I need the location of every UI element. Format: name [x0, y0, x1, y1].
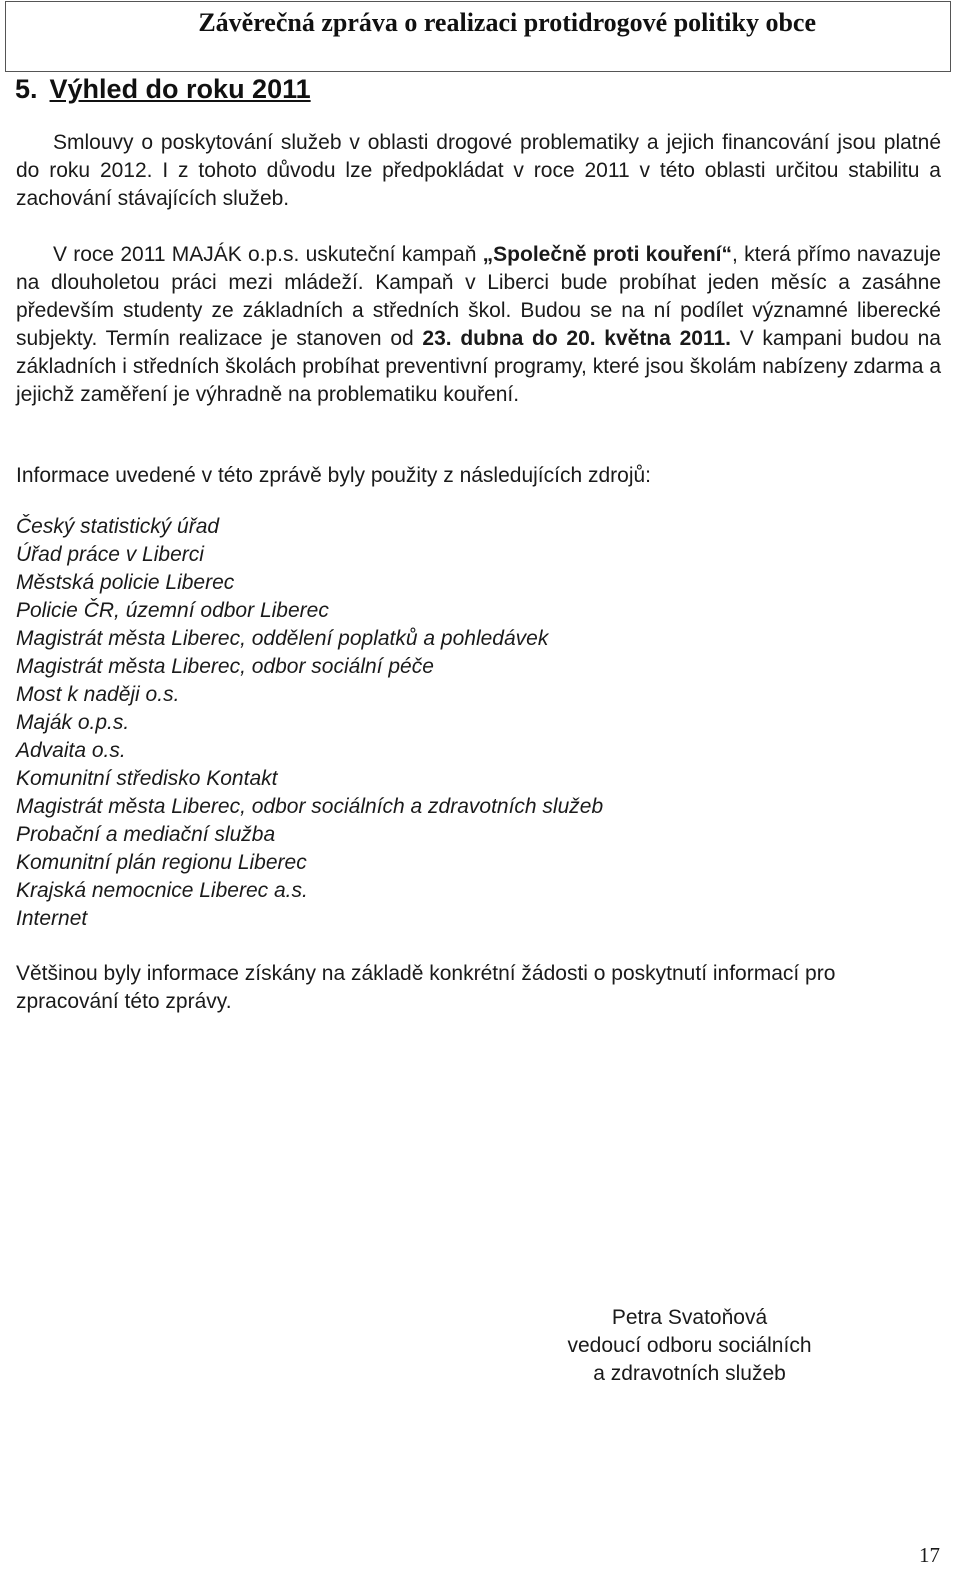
campaign-body: , která přímo navazuje na dlouholetou práci mezi mládeží. Kampaň v Liberci bude probíhat jeden měsíc a zasáhne především studenty ze základních a středních škol. Budou se na ní podílet významné liberecké subjekty. Termín realizace je stanoven od — [16, 243, 941, 350]
source-item: Městská policie Liberec — [16, 571, 235, 594]
paragraph-campaign — [16, 241, 941, 409]
source-item: Maják o.p.s. — [16, 711, 130, 734]
source-item: Advaita o.s. — [16, 739, 126, 762]
source-item: Český statistický úřad — [16, 515, 220, 538]
source-item: Úřad práce v Liberci — [16, 543, 204, 566]
paragraph-contracts: Smlouvy o poskytování služeb v oblasti drogové problematiky a jejich financování jsou platné do roku 2012. I z tohoto důvodu lze předpokládat v roce 2011 v této oblasti určitou stabilitu a zachování stávajících služeb. — [16, 131, 941, 210]
signature-block — [548, 1304, 831, 1388]
document-title: Závěrečná zpráva o realizaci protidrogové politiky obce — [198, 8, 816, 37]
campaign-name: „Společně proti kouření“ — [482, 243, 732, 266]
section-title: Výhled do roku 2011 — [49, 74, 311, 104]
document-header — [5, 1, 951, 72]
source-item: Policie ČR, územní odbor Liberec — [16, 599, 329, 622]
source-item: Magistrát města Liberec, odbor sociálních a zdravotních služeb — [16, 795, 604, 818]
source-item: Komunitní plán regionu Liberec — [16, 851, 307, 874]
source-item: Internet — [16, 907, 88, 930]
signature-role-line1: vedoucí odboru sociálních — [567, 1334, 812, 1357]
source-item: Magistrát města Liberec, oddělení poplatků a pohledávek — [16, 627, 549, 650]
paragraph-sources-intro: Informace uvedené v této zprávě byly použity z následujících zdrojů: — [16, 464, 652, 487]
campaign-tail: V kampani budou na základních i středních školách probíhat preventivní programy, které jsou školám nabízeny zdarma a jejichž zaměření je výhradně na problematiku kouření. — [16, 327, 941, 406]
section-heading — [15, 74, 311, 105]
campaign-dates: 23. dubna do 20. května 2011. — [422, 327, 731, 350]
signature-role-line2: a zdravotních služeb — [593, 1362, 786, 1385]
source-item: Magistrát města Liberec, odbor sociální péče — [16, 655, 434, 678]
signature-name: Petra Svatoňová — [611, 1306, 768, 1329]
source-item: Krajská nemocnice Liberec a.s. — [16, 879, 308, 902]
source-item: Komunitní středisko Kontakt — [16, 767, 278, 790]
source-item: Most k naději o.s. — [16, 683, 180, 706]
sources-list — [16, 513, 603, 933]
source-item: Probační a mediační služba — [16, 823, 276, 846]
page-number: 17 — [919, 1543, 940, 1567]
paragraph-info-requests: Většinou byly informace získány na základě konkrétní žádosti o poskytnutí informací pro zpracování této zprávy. — [16, 962, 836, 1013]
campaign-lead: V roce 2011 MAJÁK o.p.s. uskuteční kampaň — [53, 243, 483, 266]
section-number: 5. — [15, 74, 38, 104]
